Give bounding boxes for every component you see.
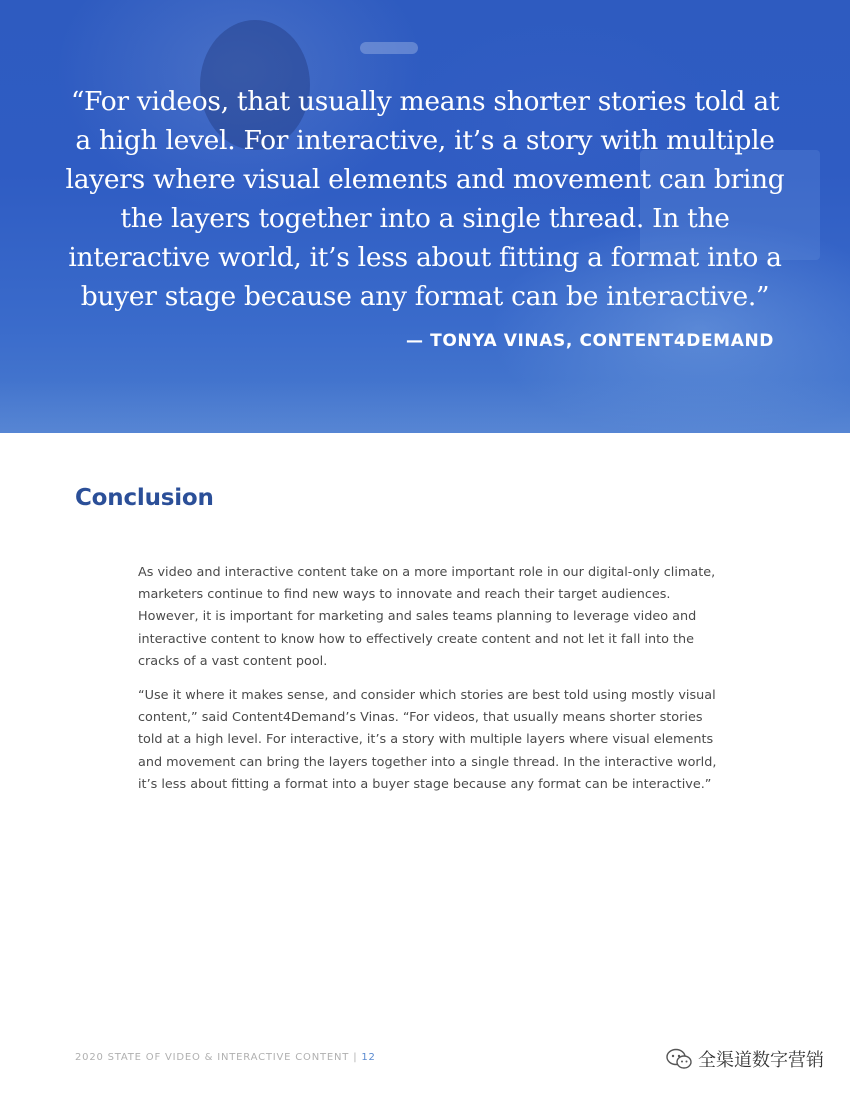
page-number: 12 [361,1052,376,1063]
watermark [666,1046,824,1072]
footer-separator: | [353,1052,358,1063]
paragraph: As video and interactive content take on a more important role in our digital-only climate, marketers continue to find new ways to innovate and reach their target audiences. However, it is important for marketing and sales teams planning to leverage video and interactive content to know how to effectively create content and not let it fall into the cracks of a vast content pool. [138,565,716,669]
quote-attribution: — TONYA VINAS, CONTENT4DEMAND [406,331,774,351]
paragraph: “Use it where it makes sense, and consider which stories are best told using mostly visual content,” said Content4Demand’s Vinas. “For videos, that usually means shorter stories told at a high level. For interactive, it’s a story with multiple layers where visual elements and movement can bring the layers together into a single thread. In the interactive world, it’s less about fitting a format into a buyer stage because any format can be interactive.” [138,688,717,792]
pull-quote: “For videos, that usually means shorter stories told at a high level. For interactive, it’s a story with multiple layers where visual elements and movement can bring the layers together into a single thread. In the interactive world, it’s less about fitting a format into a buyer stage because any format can be interactive.” [65,86,785,312]
background-photo-lamp [360,42,418,54]
watermark-text: 全渠道数字营销 [698,1050,824,1071]
wechat-icon [666,1048,692,1070]
page-footer [75,1052,376,1063]
background-photo-desk [0,380,850,433]
hero-banner [0,0,850,433]
footer-report-title: 2020 STATE OF VIDEO & INTERACTIVE CONTENT [75,1052,350,1063]
section-title: Conclusion [75,485,214,511]
body-text [138,562,718,808]
